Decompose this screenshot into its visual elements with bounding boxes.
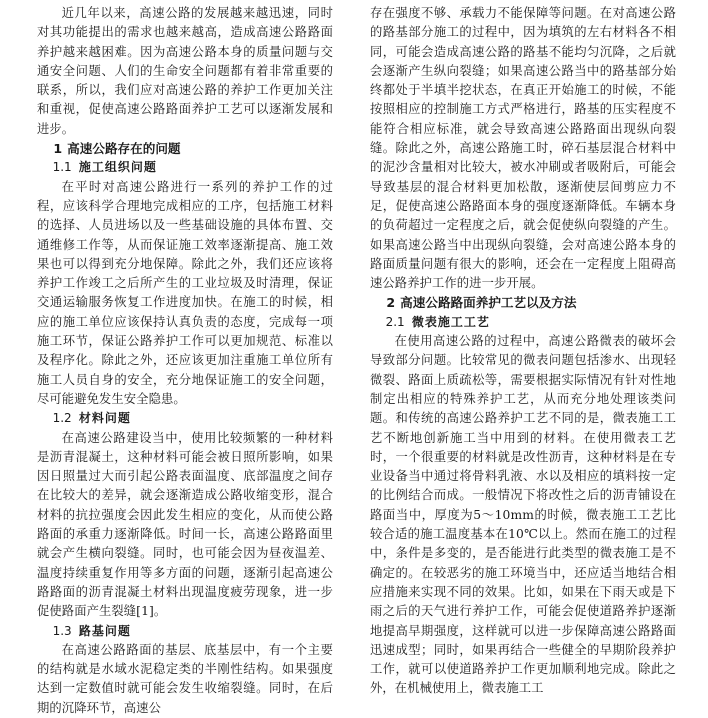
subsection-2-1-heading [370, 313, 676, 332]
subsection-1-2-heading [37, 409, 333, 428]
subsection-1-3-heading [37, 622, 333, 641]
subsection-1-1-heading [37, 158, 333, 177]
subsection-1-1-title: 施工组织问题 [78, 160, 157, 175]
subsection-2-1-title: 微表施工工艺 [411, 314, 490, 329]
section-2-number: 2 [386, 295, 396, 311]
subsection-1-3-number: 1.3 [52, 623, 72, 638]
subsection-1-3-paragraph: 在高速公路路面的基层、底基层中，有一个主要的结构就是水域水泥稳定类的半刚性结构。如果强度达到一定数值时就可能会发生收缩裂缝。同时，在后期的沉降环节，高速公 [37, 642, 333, 715]
section-2-title: 高速公路路面养护工艺以及方法 [400, 295, 577, 311]
left-column [37, 4, 333, 715]
subsection-1-1-number: 1.1 [52, 160, 72, 175]
section-1-number: 1 [53, 141, 63, 157]
right-column [370, 4, 676, 696]
section-1-heading [37, 139, 333, 158]
subsection-2-1-number: 2.1 [385, 314, 405, 329]
section-2-heading [370, 293, 676, 312]
subsection-1-2-paragraph: 在高速公路建设当中，使用比较频繁的一种材料是沥青混凝土，这种材料可能会被日照所影响，如果因日照量过大而引起公路表面温度、底部温度之间存在比较大的差异，就会逐渐造成公路收缩变形，混合材料的抗拉强度会因此发生相应的变化，从而使公路路面的承重力逐渐降低。时间一长，高速公路路面里就会产生横向裂缝。同时，也可能会因为昼夜温差、温度持续重复作用等多方面的问题，逐渐引起高速公路路面的沥青混凝土材料出现温度疲劳现象，进一步促使路面产生裂缝[1]。 [37, 430, 333, 619]
subsection-1-2-title: 材料问题 [78, 411, 131, 426]
subsection-2-1-paragraph: 在使用高速公路的过程中，高速公路微表的破坏会导致部分问题。比较常见的微表问题包括渗水、出现轻微裂、路面上质疏松等，需要根据实际情况有针对性地制定出相应的特殊养护工艺，从而充分地处理该类问题。和传统的高速公路养护工艺不同的是，微表施工工艺不断地创新施工当中用到的材料。在使用微表工艺时，一个很重要的材料就是改性沥青，这种材料是在专业设备当中通过将骨料乳液、水以及相应的填料按一定的比例结合而成。一般情况下将改性之后的沥青铺设在路面当中，厚度为5～10mm的时候，微表施工工艺比较合适的施工温度基本在10℃以上。然而在施工的过程中，条件是多变的，是否能进行此类型的微表施工是不确定的。在较恶劣的施工环境当中，还应适当地结合相应措施来实现不同的效果。比如，如果在下雨天或是下雨之后的天气进行养护工作，可能会促使道路养护逐渐地提高早期强度，这样就可以进一步保障高速公路路面迅速成型；同时，如果再结合一些健全的早期阶段养护工作，就可以使道路养护工作更加顺利地完成。除此之外，在机械使用上，微表施工工 [370, 334, 676, 696]
subsection-1-3-title: 路基问题 [78, 623, 131, 638]
subsection-1-1-paragraph: 在平时对高速公路进行一系列的养护工作的过程，应该科学合理地完成相应的工序，包括施工材料的选择、人员进场以及一些基础设施的具体布置、交通维修工作等，从而保证施工效率逐渐提高、施工效果也可以得到充分地保障。除此之外，我们还应该将养护工作竣工之后所产生的工业垃圾及时清理，保证交通运输服务恢复工作进度加快。在施工的时候，相应的施工单位应该保持认真负责的态度，完成每一项施工环节，保证公路养护工作可以更加规范、标准以及程序化。除此之外，还应该更加注重施工单位所有施工人员自身的安全，充分地保证施工的安全问题，尽可能避免发生安全隐患。 [37, 179, 333, 406]
subsection-1-2-number: 1.2 [52, 411, 72, 426]
intro-paragraph: 近几年以来，高速公路的发展越来越迅速，同时对其功能提出的需求也越来越高，造成高速公路路面养护越来越困难。因为高速公路本身的质量问题与交通安全问题、人们的生命安全问题都有着非常重要的联系，所以，我们应对高速公路的养护工作更加关注和重视，促使高速公路路面养护工艺可以逐渐发展和进步。 [37, 6, 333, 136]
section-1-title: 高速公路存在的问题 [67, 141, 181, 157]
continued-paragraph: 存在强度不够、承载力不能保障等问题。在对高速公路的路基部分施工的过程中，因为填筑的左右材料各不相同，可能会造成高速公路的路基不能均匀沉降，之后就会逐渐产生纵向裂缝；如果高速公路当中的路基部分始终都处于半填半挖状态，在真正开始施工的时候，不能按照相应的控制施工方式严格进行，路基的压实程度不能符合相应标准，就会导致高速公路路面出现纵向裂缝。除此之外，高速公路施工时，碎石基层混合材料中的泥沙含量相对比较大，被水冲刷或者吸附后，可能会导致基层的混合材料更加松散，逐渐使层间剪应力不足，促使高速公路路面本身的强度逐渐降低。车辆本身的负荷超过一定程度之后，就会促使纵向裂缝的产生。如果高速公路当中出现纵向裂缝，会对高速公路本身的路面质量问题有很大的影响，还会在一定程度上阻碍高速公路养护工作的进一步开展。 [370, 6, 676, 291]
